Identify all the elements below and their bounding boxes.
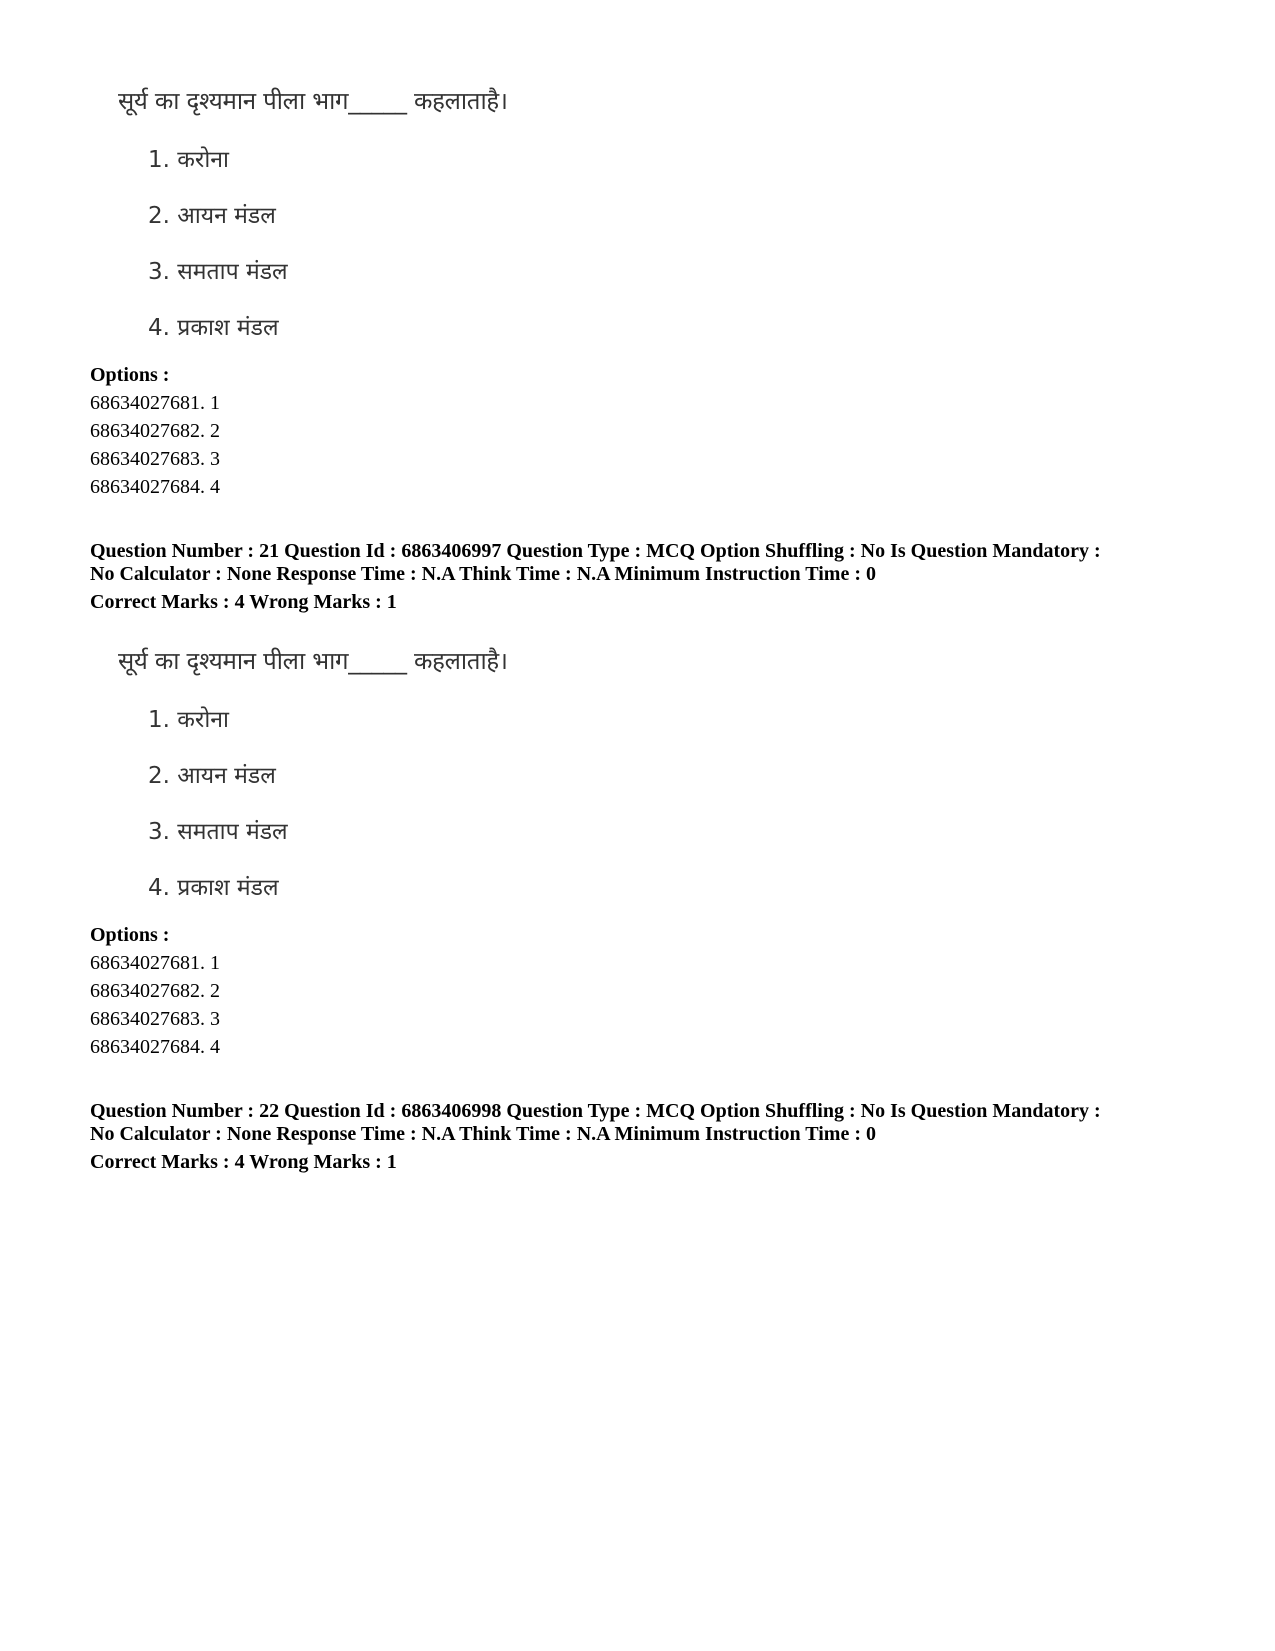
option-line: 68634027683. 3 [90, 448, 220, 470]
question-choice: 2. आयन मंडल [148, 203, 276, 229]
option-line: 68634027683. 3 [90, 1008, 220, 1030]
option-line: 68634027684. 4 [90, 1036, 220, 1058]
options-label: Options : [90, 924, 170, 946]
question-choice: 4. प्रकाश मंडल [148, 315, 279, 341]
question-stem: सूर्य का दृश्यमान पीला भाग_____ कहलाताहै। [118, 87, 508, 115]
option-line: 68634027682. 2 [90, 980, 220, 1002]
question-header-line: Question Number : 22 Question Id : 6863406998 Question Type : MCQ Option Shuffling : No Is Question Mandatory : [90, 1100, 1101, 1122]
question-marks: Correct Marks : 4 Wrong Marks : 1 [90, 591, 397, 613]
question-marks: Correct Marks : 4 Wrong Marks : 1 [90, 1151, 397, 1173]
option-line: 68634027681. 1 [90, 952, 220, 974]
question-choice: 3. समताप मंडल [148, 259, 288, 285]
question-header [90, 1100, 1180, 1146]
option-line: 68634027681. 1 [90, 392, 220, 414]
options-label: Options : [90, 364, 170, 386]
question-header [90, 540, 1180, 586]
question-choice: 4. प्रकाश मंडल [148, 875, 279, 901]
option-line: 68634027682. 2 [90, 420, 220, 442]
question-stem: सूर्य का दृश्यमान पीला भाग_____ कहलाताहै। [118, 647, 508, 675]
question-header-line: No Calculator : None Response Time : N.A Think Time : N.A Minimum Instruction Time : 0 [90, 1123, 876, 1145]
option-line: 68634027684. 4 [90, 476, 220, 498]
question-header-line: No Calculator : None Response Time : N.A Think Time : N.A Minimum Instruction Time : 0 [90, 563, 876, 585]
question-header-line: Question Number : 21 Question Id : 6863406997 Question Type : MCQ Option Shuffling : No Is Question Mandatory : [90, 540, 1101, 562]
question-choice: 2. आयन मंडल [148, 763, 276, 789]
question-choice: 1. करोना [148, 707, 230, 733]
question-choice: 1. करोना [148, 147, 230, 173]
question-choice: 3. समताप मंडल [148, 819, 288, 845]
